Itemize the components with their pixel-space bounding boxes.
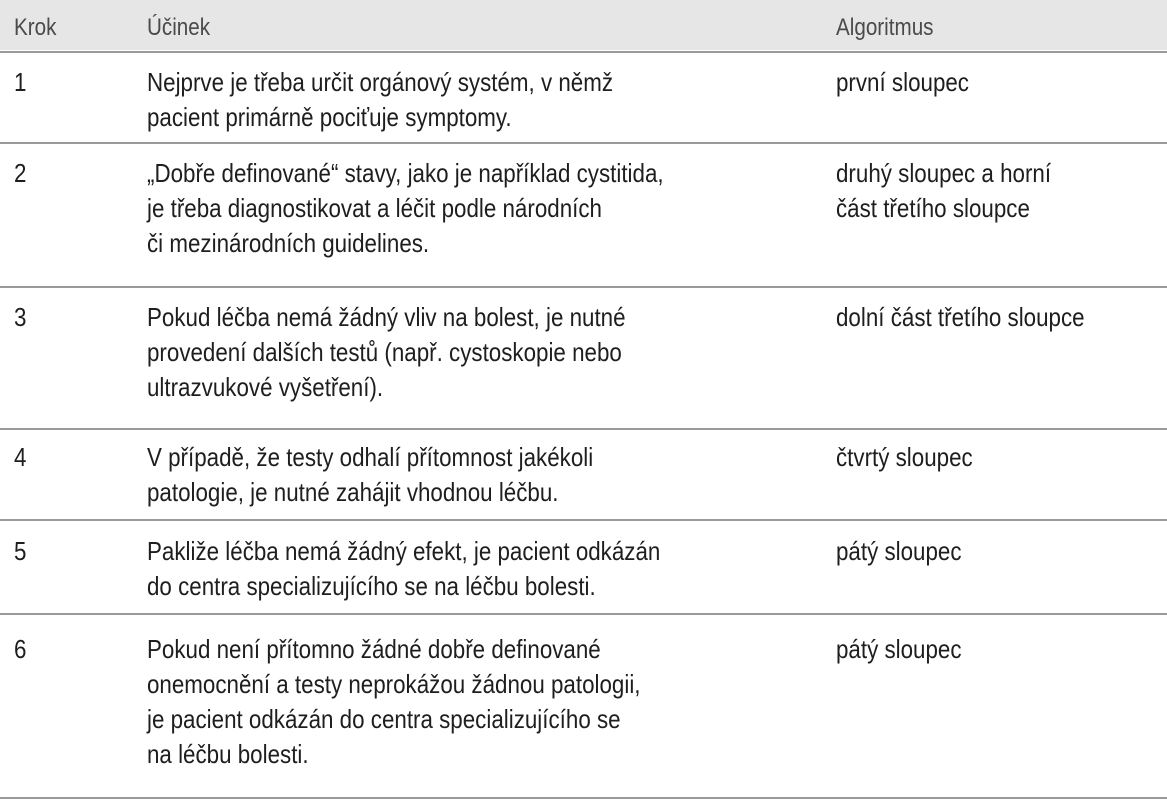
table-bottom-rule xyxy=(0,797,1167,799)
algorithm-line: čtvrtý sloupec xyxy=(836,442,973,472)
effect-line: provedení dalších testů (např. cystoskopie nebo xyxy=(147,337,622,367)
effect-line: pacient primárně pociťuje symptomy. xyxy=(147,102,512,132)
effect-line: Pakliže léčba nemá žádný efekt, je pacient odkázán xyxy=(147,536,661,566)
header-algorithm: Algoritmus xyxy=(836,14,934,41)
table-row xyxy=(0,428,1167,520)
algorithm-line: první sloupec xyxy=(836,67,970,97)
effect-text xyxy=(147,300,626,405)
algorithm-text xyxy=(836,534,962,569)
header-effect: Účinek xyxy=(147,14,211,41)
effect-line: či mezinárodních guidelines. xyxy=(147,228,430,258)
step-number: 2 xyxy=(14,158,27,188)
step-number: 1 xyxy=(14,67,27,97)
effect-line: na léčbu bolesti. xyxy=(147,739,309,769)
table-row xyxy=(0,613,1167,799)
algorithm-line: část třetího sloupce xyxy=(836,193,1030,223)
algorithm-line: druhý sloupec a horní xyxy=(836,158,1052,188)
step-number: 6 xyxy=(14,634,27,664)
step-number: 5 xyxy=(14,536,27,566)
header-step: Krok xyxy=(14,14,57,41)
table-row xyxy=(0,286,1167,418)
table-row xyxy=(0,51,1167,143)
effect-text xyxy=(147,534,660,604)
algorithm-line: pátý sloupec xyxy=(836,634,962,664)
effect-line: „Dobře definované“ stavy, jako je například cystitida, xyxy=(147,158,664,188)
effect-line: je třeba diagnostikovat a léčit podle národních xyxy=(147,193,602,223)
effect-line: Nejprve je třeba určit orgánový systém, v němž xyxy=(147,67,614,97)
effect-text xyxy=(147,65,613,135)
effect-line: patologie, je nutné zahájit vhodnou léčbu. xyxy=(147,477,559,507)
algorithm-text xyxy=(836,440,973,475)
effect-text xyxy=(147,440,593,510)
table-row xyxy=(0,142,1167,273)
table-header-row xyxy=(0,0,1167,50)
table-row xyxy=(0,519,1167,611)
effect-line: do centra specializujícího se na léčbu bolesti. xyxy=(147,571,596,601)
algorithm-text xyxy=(836,156,1051,226)
effect-line: Pokud léčba nemá žádný vliv na bolest, je nutné xyxy=(147,302,626,332)
algorithm-line: pátý sloupec xyxy=(836,536,962,566)
algorithm-line: dolní část třetího sloupce xyxy=(836,302,1085,332)
effect-text xyxy=(147,156,664,261)
effect-text xyxy=(147,632,641,772)
step-number: 3 xyxy=(14,302,27,332)
algorithm-text xyxy=(836,65,969,100)
effect-line: onemocnění a testy neprokážou žádnou patologii, xyxy=(147,669,641,699)
step-number: 4 xyxy=(14,442,27,472)
algorithm-text xyxy=(836,632,962,667)
effect-line: ultrazvukové vyšetření). xyxy=(147,372,384,402)
effect-line: Pokud není přítomno žádné dobře definované xyxy=(147,634,601,664)
effect-line: V případě, že testy odhalí přítomnost jakékoli xyxy=(147,442,594,472)
algorithm-text xyxy=(836,300,1085,335)
effect-line: je pacient odkázán do centra specializujícího se xyxy=(147,704,621,734)
